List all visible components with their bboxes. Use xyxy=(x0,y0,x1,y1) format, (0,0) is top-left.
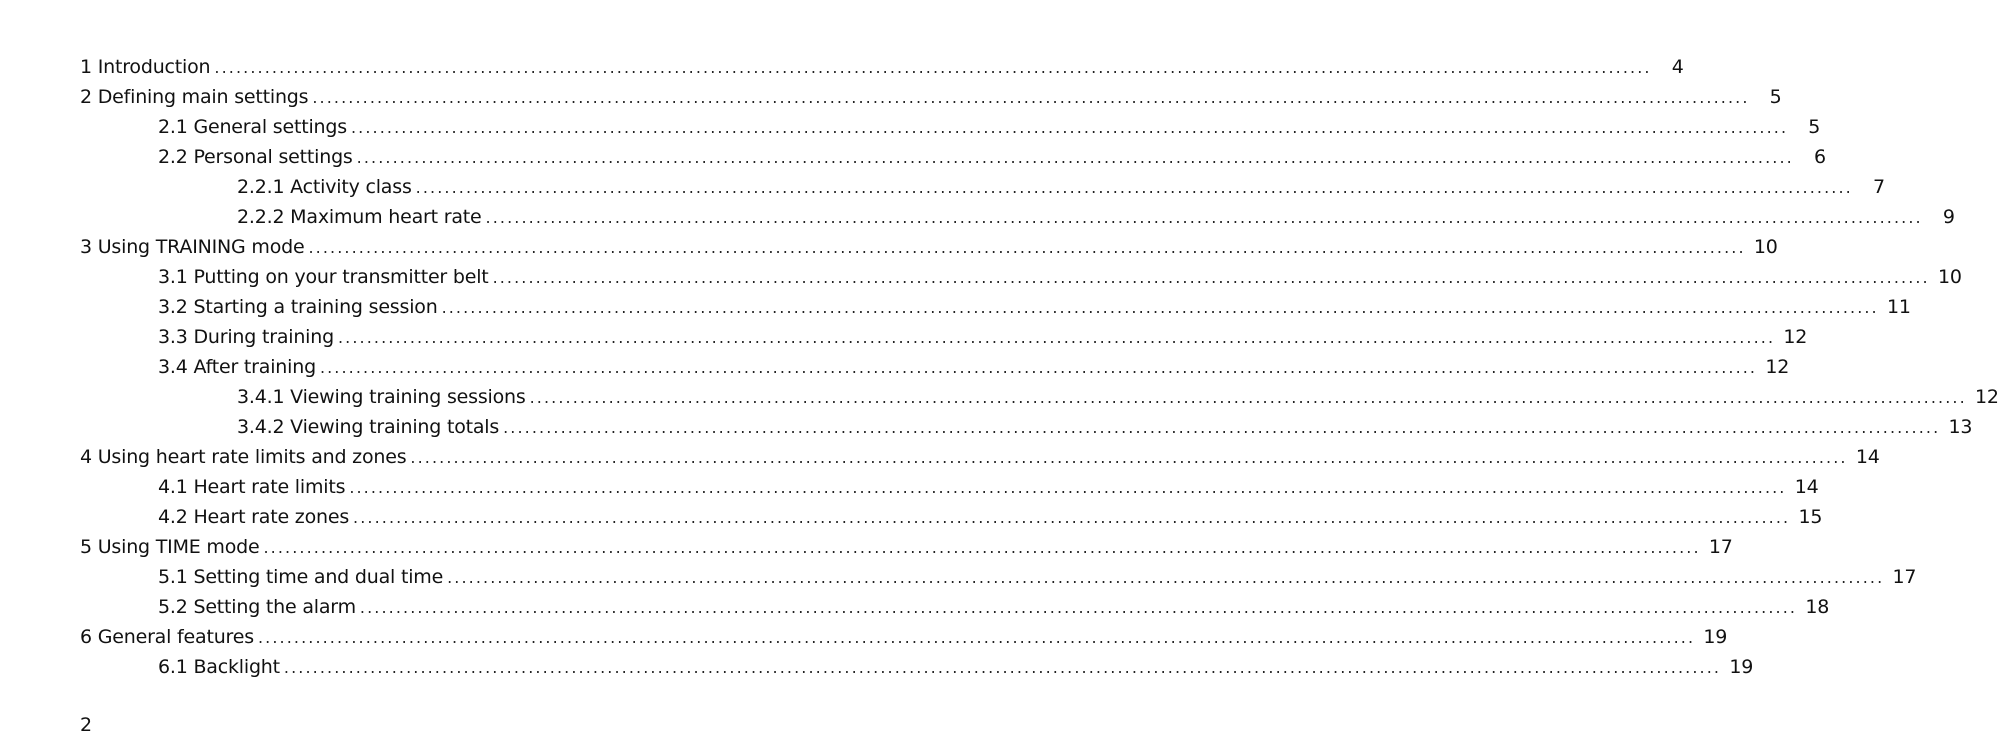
toc-entry-page: 14 xyxy=(1855,446,1880,468)
toc-dot-leader: ........................................................................................................................................................................................................ xyxy=(447,568,1885,587)
toc-entry[interactable] xyxy=(80,442,1880,472)
toc-dot-leader: ........................................................................................................................................................................................................ xyxy=(349,478,1787,497)
toc-entry-title: 1 Introduction xyxy=(80,56,211,78)
toc-entry[interactable] xyxy=(80,172,1885,202)
toc-entry[interactable] xyxy=(80,82,1782,112)
toc-entry[interactable] xyxy=(80,652,1754,682)
toc-entry-title: 3.2 Starting a training session xyxy=(158,296,438,318)
toc-dot-leader: ........................................................................................................................................................................................................ xyxy=(529,388,1967,407)
toc-dot-leader: ........................................................................................................................................................................................................ xyxy=(359,598,1798,617)
toc-entry-page: 7 xyxy=(1872,176,1885,198)
toc-dot-leader: ........................................................................................................................................................................................................ xyxy=(503,418,1941,437)
toc-entry-page: 12 xyxy=(1765,356,1790,378)
toc-entry-page: 10 xyxy=(1753,236,1778,258)
toc-entry[interactable] xyxy=(80,322,1808,352)
toc-entry-page: 6 xyxy=(1813,146,1826,168)
toc-entry[interactable] xyxy=(80,292,1911,322)
toc-entry-title: 2.2.2 Maximum heart rate xyxy=(237,206,482,228)
toc-entry-page: 12 xyxy=(1783,326,1808,348)
toc-entry-title: 2.2.1 Activity class xyxy=(237,176,412,198)
toc-entry-page: 11 xyxy=(1886,296,1911,318)
toc-entry[interactable] xyxy=(80,52,1684,82)
toc-entry-page: 19 xyxy=(1703,626,1728,648)
toc-entry-page: 10 xyxy=(1937,266,1962,288)
toc-dot-leader: ........................................................................................................................................................................................................ xyxy=(353,508,1791,527)
toc-entry-title: 4.1 Heart rate limits xyxy=(158,476,346,498)
page-number: 2 xyxy=(80,714,93,736)
toc-dot-leader: ........................................................................................................................................................................................................ xyxy=(263,538,1701,557)
toc-entry[interactable] xyxy=(80,352,1790,382)
toc-entry-title: 5.2 Setting the alarm xyxy=(158,596,356,618)
toc-entry-page: 5 xyxy=(1769,86,1782,108)
toc-entry[interactable] xyxy=(80,622,1728,652)
toc-entry-title: 3.3 During training xyxy=(158,326,334,348)
toc-entry-page: 18 xyxy=(1805,596,1830,618)
toc-entry-title: 3.1 Putting on your transmitter belt xyxy=(158,266,489,288)
toc-entry-page: 14 xyxy=(1794,476,1819,498)
toc-entry-page: 5 xyxy=(1808,116,1821,138)
toc-dot-leader: ........................................................................................................................................................................................................ xyxy=(319,358,1758,377)
toc-entry[interactable] xyxy=(80,382,1999,412)
toc-dot-leader: ........................................................................................................................................................................................................ xyxy=(257,628,1696,647)
toc-entry[interactable] xyxy=(80,112,1821,142)
toc-entry[interactable] xyxy=(80,412,1973,442)
toc-entry-title: 4.2 Heart rate zones xyxy=(158,506,350,528)
toc-entry-title: 6.1 Backlight xyxy=(158,656,280,678)
toc-entry-title: 4 Using heart rate limits and zones xyxy=(80,446,407,468)
toc-entry-page: 19 xyxy=(1729,656,1754,678)
toc-entry[interactable] xyxy=(80,562,1917,592)
toc-entry[interactable] xyxy=(80,472,1819,502)
toc-entry-title: 2 Defining main settings xyxy=(80,86,309,108)
toc-dot-leader: ........................................................................................................................................................................................................ xyxy=(441,298,1879,317)
toc-entry[interactable] xyxy=(80,142,1826,172)
toc-entry-title: 2.2 Personal settings xyxy=(158,146,353,168)
toc-entry-page: 17 xyxy=(1892,566,1917,588)
toc-entry-page: 17 xyxy=(1708,536,1733,558)
toc-entry-title: 3 Using TRAINING mode xyxy=(80,236,305,258)
toc-entry-title: 5 Using TIME mode xyxy=(80,536,260,558)
toc-entry-title: 5.1 Setting time and dual time xyxy=(158,566,444,588)
toc-entry[interactable] xyxy=(80,502,1823,532)
toc-entry-page: 9 xyxy=(1942,206,1955,228)
toc-entry-title: 3.4.2 Viewing training totals xyxy=(237,416,500,438)
toc-entry-title: 2.1 General settings xyxy=(158,116,347,138)
toc-entry[interactable] xyxy=(80,232,1778,262)
toc-dot-leader: ........................................................................................................................................................................................................ xyxy=(410,448,1848,467)
toc-entry-page: 13 xyxy=(1948,416,1973,438)
toc-dot-leader: ........................................................................................................................................................................................................ xyxy=(283,658,1722,677)
toc-dot-leader: ........................................................................................................................................................................................................ xyxy=(337,328,1776,347)
toc-dot-leader: ........................................................................................................................................................................................................ xyxy=(485,208,1923,227)
toc-entry-title: 6 General features xyxy=(80,626,254,648)
toc-dot-leader: ........................................................................................................................................................................................................ xyxy=(350,118,1789,137)
toc-entry-title: 3.4 After training xyxy=(158,356,316,378)
toc-entry-page: 4 xyxy=(1671,56,1684,78)
toc-entry[interactable] xyxy=(80,202,1955,232)
toc-entry-page: 12 xyxy=(1974,386,1999,408)
toc-entry[interactable] xyxy=(80,262,1962,292)
toc-dot-leader: ........................................................................................................................................................................................................ xyxy=(492,268,1930,287)
toc-dot-leader: ........................................................................................................................................................................................................ xyxy=(415,178,1853,197)
toc-entry[interactable] xyxy=(80,532,1733,562)
toc-entry-title: 3.4.1 Viewing training sessions xyxy=(237,386,526,408)
toc-dot-leader: ........................................................................................................................................................................................................ xyxy=(356,148,1794,167)
table-of-contents xyxy=(80,52,1999,682)
toc-entry[interactable] xyxy=(80,592,1830,622)
toc-dot-leader: ........................................................................................................................................................................................................ xyxy=(308,238,1746,257)
toc-dot-leader: ........................................................................................................................................................................................................ xyxy=(214,58,1652,77)
toc-dot-leader: ........................................................................................................................................................................................................ xyxy=(312,88,1750,107)
toc-entry-page: 15 xyxy=(1798,506,1823,528)
